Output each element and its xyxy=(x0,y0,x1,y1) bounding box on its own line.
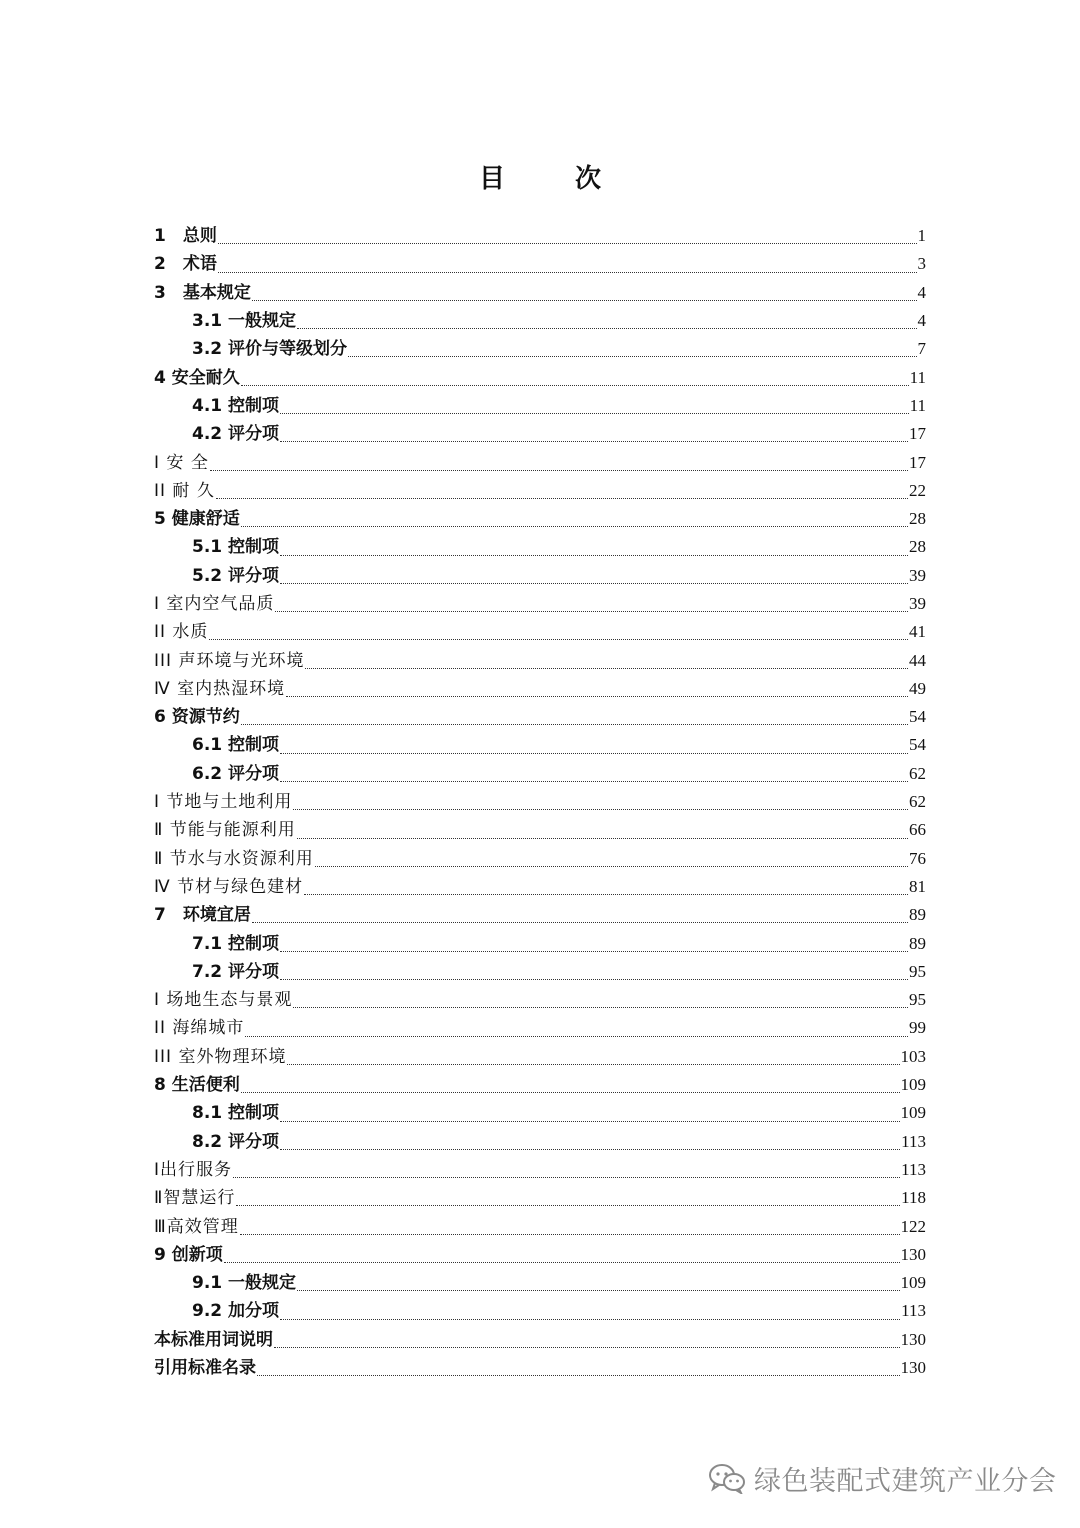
dot-leader xyxy=(241,384,909,386)
toc-entry-page: 49 xyxy=(909,678,926,698)
dot-leader xyxy=(304,893,908,895)
toc-entry-page: 17 xyxy=(909,424,926,444)
toc-entry[interactable] xyxy=(154,1241,926,1269)
toc-entry[interactable] xyxy=(154,1212,926,1240)
toc-entry[interactable] xyxy=(154,901,926,929)
dot-leader xyxy=(216,497,908,499)
toc-entry-page: 118 xyxy=(901,1188,926,1208)
dot-leader xyxy=(280,950,908,952)
toc-entry-label: 8.1 控制项 xyxy=(192,1103,280,1124)
dot-leader xyxy=(297,1289,899,1291)
toc-entry[interactable] xyxy=(154,845,926,873)
dot-leader xyxy=(224,1261,900,1263)
toc-entry-label: 7 环境宜居 xyxy=(154,905,251,926)
toc-entry-label: 4.1 控制项 xyxy=(192,395,280,416)
toc-entry-label: 5.2 评分项 xyxy=(192,565,280,586)
page-title: 目 次 xyxy=(478,164,623,194)
toc-entry-page: 130 xyxy=(900,1244,926,1264)
toc-entry-page: 95 xyxy=(909,990,926,1010)
toc-entry[interactable] xyxy=(154,335,926,363)
toc-entry-label: 8.2 评分项 xyxy=(192,1131,280,1152)
toc-entry[interactable] xyxy=(154,1099,926,1127)
toc-entry-page: 4 xyxy=(917,311,926,331)
dot-leader xyxy=(280,978,908,980)
toc-entry-label: 1 总则 xyxy=(154,226,217,247)
dot-leader xyxy=(210,469,908,471)
dot-leader xyxy=(280,1148,900,1150)
dot-leader xyxy=(245,1035,908,1037)
toc-entry[interactable] xyxy=(154,646,926,674)
toc-entry-page: 109 xyxy=(900,1103,926,1123)
dot-leader xyxy=(280,1120,899,1122)
dot-leader xyxy=(240,1233,900,1235)
toc-entry[interactable] xyxy=(154,1184,926,1212)
toc-entry-page: 122 xyxy=(900,1216,926,1236)
dot-leader xyxy=(241,1091,900,1093)
wechat-icon xyxy=(708,1462,746,1494)
toc-entry-label: Ⅱ 节能与能源利用 xyxy=(154,820,296,841)
toc-entry-page: 130 xyxy=(900,1329,926,1349)
toc-entry-page: 22 xyxy=(909,480,926,500)
toc-entry-page: 130 xyxy=(900,1358,926,1378)
toc-entry-label: Ⅳ 室内热湿环境 xyxy=(154,678,286,699)
toc-entry-label: 5.1 控制项 xyxy=(192,537,280,558)
toc-entry[interactable] xyxy=(154,1128,926,1156)
toc-entry-page: 113 xyxy=(901,1159,926,1179)
toc-entry[interactable] xyxy=(154,816,926,844)
toc-entry-label: I 安 全 xyxy=(154,452,209,473)
toc-entry[interactable] xyxy=(154,448,926,476)
toc-entry[interactable] xyxy=(154,477,926,505)
toc-entry-label: I 节地与土地利用 xyxy=(154,792,293,813)
toc-entry-page: 28 xyxy=(909,509,926,529)
toc-entry-label: 3 基本规定 xyxy=(154,282,251,303)
toc-entry-label: Ⅱ智慧运行 xyxy=(154,1188,236,1209)
dot-leader xyxy=(280,780,908,782)
dot-leader xyxy=(252,921,908,923)
toc-entry[interactable] xyxy=(154,392,926,420)
toc-entry-label: Ⅳ 节材与绿色建材 xyxy=(154,876,304,897)
dot-leader xyxy=(236,1204,900,1206)
toc-entry[interactable] xyxy=(154,533,926,561)
toc-entry-page: 17 xyxy=(909,452,926,472)
toc-entry[interactable] xyxy=(154,363,926,391)
toc-entry-page: 81 xyxy=(909,876,926,896)
dot-leader xyxy=(293,1006,908,1008)
toc-entry-page: 76 xyxy=(909,848,926,868)
watermark xyxy=(708,1458,1057,1498)
toc-entry-page: 89 xyxy=(909,905,926,925)
toc-entry-label: 6.1 控制项 xyxy=(192,735,280,756)
dot-leader xyxy=(287,1063,899,1065)
toc-entry[interactable] xyxy=(154,788,926,816)
dot-leader xyxy=(209,638,908,640)
toc-entry[interactable] xyxy=(154,1156,926,1184)
toc-entry-label: I 场地生态与景观 xyxy=(154,990,293,1011)
toc-entry[interactable] xyxy=(154,958,926,986)
toc-entry-label: 7.2 评分项 xyxy=(192,961,280,982)
dot-leader xyxy=(252,299,917,301)
toc-entry[interactable] xyxy=(154,675,926,703)
toc-entry[interactable] xyxy=(154,1297,926,1325)
toc-entry-page: 11 xyxy=(909,395,926,415)
toc-entry[interactable] xyxy=(154,986,926,1014)
dot-leader xyxy=(241,525,908,527)
toc-entry-page: 99 xyxy=(909,1018,926,1038)
toc-entry[interactable] xyxy=(154,307,926,335)
toc-entry-page: 109 xyxy=(900,1075,926,1095)
toc-entry-label: 9.2 加分项 xyxy=(192,1301,280,1322)
toc-entry[interactable] xyxy=(154,873,926,901)
toc-entry-label: III 室外物理环境 xyxy=(154,1046,287,1067)
dot-leader xyxy=(257,1374,900,1376)
toc-entry[interactable] xyxy=(154,590,926,618)
toc-entry[interactable] xyxy=(154,1043,926,1071)
toc-entry-label: 9 创新项 xyxy=(154,1244,223,1265)
table-of-contents xyxy=(154,222,926,1382)
dot-leader xyxy=(274,1346,900,1348)
toc-entry-label: 3.1 一般规定 xyxy=(192,311,297,332)
toc-entry-page: 11 xyxy=(909,367,926,387)
toc-entry-label: II 水质 xyxy=(154,622,209,643)
toc-entry[interactable] xyxy=(154,1354,926,1382)
dot-leader xyxy=(297,327,916,329)
dot-leader xyxy=(297,837,908,839)
toc-entry-page: 62 xyxy=(909,763,926,783)
toc-entry[interactable] xyxy=(154,703,926,731)
toc-entry[interactable] xyxy=(154,505,926,533)
dot-leader xyxy=(241,723,908,725)
toc-entry-page: 109 xyxy=(900,1273,926,1293)
toc-entry[interactable] xyxy=(154,1269,926,1297)
dot-leader xyxy=(348,355,916,357)
toc-entry-page: 3 xyxy=(917,254,926,274)
toc-entry[interactable] xyxy=(154,562,926,590)
toc-entry-label: 4 安全耐久 xyxy=(154,367,240,388)
dot-leader xyxy=(280,752,908,754)
toc-entry[interactable] xyxy=(154,760,926,788)
toc-entry-label: II 海绵城市 xyxy=(154,1018,245,1039)
toc-entry-label: III 声环境与光环境 xyxy=(154,650,305,671)
dot-leader xyxy=(280,1318,900,1320)
toc-entry-page: 62 xyxy=(909,792,926,812)
toc-entry-label: Ⅱ 节水与水资源利用 xyxy=(154,848,314,869)
toc-entry-page: 7 xyxy=(917,339,926,359)
toc-entry-page: 95 xyxy=(909,961,926,981)
dot-leader xyxy=(275,610,908,612)
toc-entry[interactable] xyxy=(154,222,926,250)
dot-leader xyxy=(305,667,908,669)
toc-entry-label: 7.1 控制项 xyxy=(192,933,280,954)
dot-leader xyxy=(280,440,908,442)
toc-entry-page: 113 xyxy=(901,1301,926,1321)
dot-leader xyxy=(315,865,908,867)
toc-entry-page: 39 xyxy=(909,565,926,585)
toc-entry-page: 28 xyxy=(909,537,926,557)
dot-leader xyxy=(233,1176,900,1178)
toc-entry-label: 6.2 评分项 xyxy=(192,763,280,784)
toc-entry[interactable] xyxy=(154,618,926,646)
toc-entry-label: 2 术语 xyxy=(154,254,217,275)
toc-entry-page: 39 xyxy=(909,594,926,613)
toc-entry-page: 89 xyxy=(909,933,926,953)
toc-entry[interactable] xyxy=(154,929,926,957)
dot-leader xyxy=(286,695,908,697)
toc-entry-page: 103 xyxy=(900,1046,926,1066)
toc-entry[interactable] xyxy=(154,1326,926,1354)
toc-entry[interactable] xyxy=(154,250,926,278)
toc-entry-page: 41 xyxy=(909,622,926,642)
toc-entry-page: 54 xyxy=(909,735,926,755)
dot-leader xyxy=(293,808,908,810)
toc-entry-label: I 室内空气品质 xyxy=(154,594,275,614)
toc-entry-label: 本标准用词说明 xyxy=(154,1329,273,1350)
toc-entry-label: Ⅰ出行服务 xyxy=(154,1159,233,1180)
toc-entry-page: 54 xyxy=(909,707,926,727)
toc-entry-label: II 耐 久 xyxy=(154,480,215,501)
toc-entry[interactable] xyxy=(154,1071,926,1099)
dot-leader xyxy=(218,271,917,273)
toc-entry-page: 44 xyxy=(909,650,926,670)
watermark-text: 绿色装配式建筑产业分会 xyxy=(754,1465,1057,1497)
toc-entry-page: 1 xyxy=(917,226,926,246)
toc-entry-label: 3.2 评价与等级划分 xyxy=(192,339,348,360)
toc-entry-label: 5 健康舒适 xyxy=(154,509,240,530)
dot-leader xyxy=(280,412,909,414)
toc-entry[interactable] xyxy=(154,1014,926,1042)
toc-entry-page: 66 xyxy=(909,820,926,840)
toc-entry-label: 引用标准名录 xyxy=(154,1358,256,1379)
dot-leader xyxy=(218,242,917,244)
dot-leader xyxy=(280,582,908,584)
toc-entry-page: 4 xyxy=(917,282,926,302)
toc-entry-label: 6 资源节约 xyxy=(154,707,240,728)
toc-entry-label: Ⅲ高效管理 xyxy=(154,1216,239,1237)
toc-entry-label: 4.2 评分项 xyxy=(192,424,280,445)
toc-entry[interactable] xyxy=(154,420,926,448)
toc-entry[interactable] xyxy=(154,731,926,759)
toc-entry-label: 8 生活便利 xyxy=(154,1075,240,1096)
toc-entry-label: 9.1 一般规定 xyxy=(192,1273,297,1294)
toc-entry-page: 113 xyxy=(901,1131,926,1151)
dot-leader xyxy=(280,554,908,556)
toc-entry[interactable] xyxy=(154,279,926,307)
